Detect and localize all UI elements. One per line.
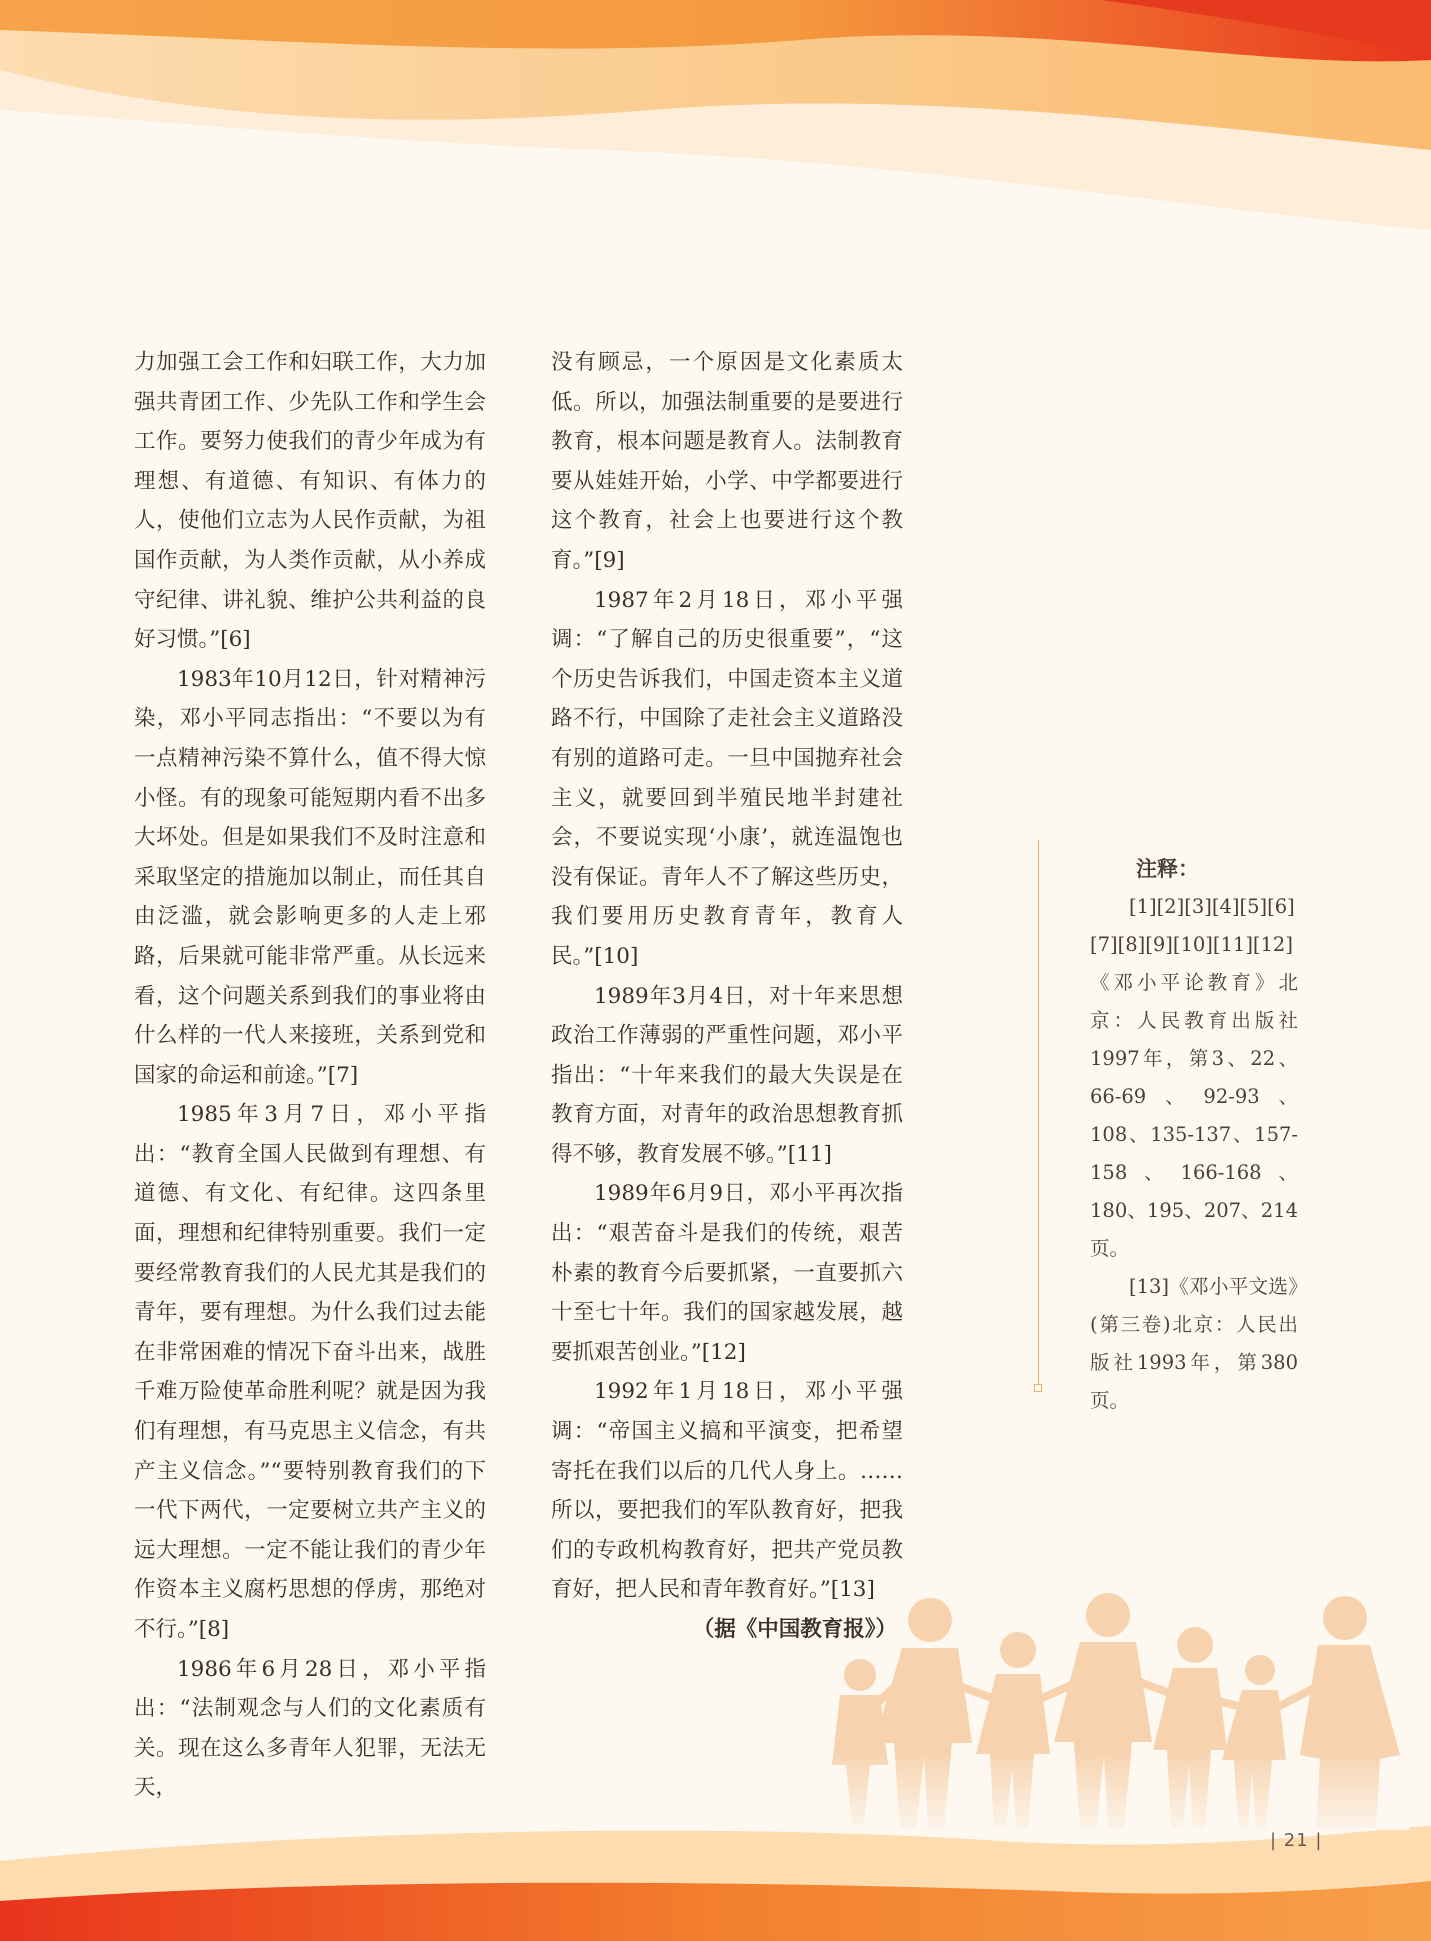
paragraph: 没有顾忌，一个原因是文化素质太低。所以，加强法制重要的是要进行教育，根本问题是教育人。法制教育要从娃娃开始，小学、中学都要进行这个教育，社会上也要进行这个教育。”[9] [551, 350, 903, 573]
paragraph: 1987年2月18日，邓小平强调：“了解自己的历史很重要”，“这个历史告诉我们，中国走资本主义道路不行，中国除了走社会主义道路没有别的道路可走。一旦中国抛弃社会主义，就要回到半殖民地半封建社会，不要说实现‘小康’，就连温饱也没有保证。青年人不了解这些历史，我们要用历史教育青年，教育人民。”[10] [551, 587, 903, 969]
paragraph: 1989年6月9日，邓小平再次指出：“艰苦奋斗是我们的传统，艰苦朴素的教育今后要抓紧，一直要抓六十至七十年。我们的国家越发展，越要抓艰苦创业。”[12] [551, 1181, 903, 1365]
paragraph: 1986年6月28日，邓小平指出：“法制观念与人们的文化素质有关。现在这么多青年人犯罪，无法无天， [134, 1656, 486, 1801]
article-column-right [551, 343, 903, 1650]
notes-divider [1038, 840, 1039, 1388]
top-wave-decoration [0, 0, 1431, 240]
paragraph: 力加强工会工作和妇联工作，大力加强共青团工作、少先队工作和学生会工作。要努力使我们的青少年成为有理想、有道德、有知识、有体力的人，使他们立志为人民作贡献，为祖国作贡献，为人类作贡献，从小养成守纪律、讲礼貌、维护公共利益的良好习惯。”[6] [134, 350, 486, 653]
page-number: | 21 | [1270, 1830, 1323, 1851]
footnotes-panel [1090, 850, 1298, 1420]
paragraph: 1992年1月18日，邓小平强调：“帝国主义搞和平演变，把希望寄托在我们以后的几代人身上。……所以，要把我们的军队教育好，把我们的专政机构教育好，把共产党员教育好，把人民和青年教育好。”[13] [551, 1379, 903, 1603]
paragraph: 1985年3月7日，邓小平指出：“教育全国人民做到有理想、有道德、有文化、有纪律。这四条里面，理想和纪律特别重要。我们一定要经常教育我们的人民尤其是我们的青年，要有理想。为什么我们过去能在非常困难的情况下奋斗出来，战胜千难万险使革命胜利呢？就是因为我们有理想，有马克思主义信念，有共产主义信念。”“要特别教育我们的下一代下两代，一定要树立共产主义的远大理想。一定不能让我们的青少年作资本主义腐朽思想的俘虏，那绝对不行。”[8] [134, 1102, 486, 1642]
paragraph: 1983年10月12日，针对精神污染，邓小平同志指出：“不要以为有一点精神污染不算什么，值不得大惊小怪。有的现象可能短期内看不出多大坏处。但是如果我们不及时注意和采取坚定的措施加以制止，而任其自由泛滥，就会影响更多的人走上邪路，后果就可能非常严重。从长远来看，这个问题关系到我们的事业将由什么样的一代人来接班，关系到党和国家的命运和前途。”[7] [134, 666, 486, 1088]
article-column-left [134, 343, 486, 1808]
notes-title: 注释： [1136, 857, 1199, 881]
footnote: [1][2][3][4][5][6][7][8][9][10][11][12]《邓小平论教育》北京：人民教育出版社1997年，第3、22、66-69、92-93、108、135-137、157-158、166-168、180、195、207、214页。 [1090, 895, 1298, 1260]
source-attribution: （据《中国教育报》） [692, 1617, 897, 1642]
notes-divider-end-marker [1034, 1384, 1042, 1392]
footnote: [13]《邓小平文选》(第三卷)北京：人民出版社1993年，第380页。 [1090, 1275, 1298, 1412]
paragraph: 1989年3月4日，对十年来思想政治工作薄弱的严重性问题，邓小平指出：“十年来我们的最大失误是在教育方面，对青年的政治思想教育抓得不够，教育发展不够。”[11] [551, 983, 903, 1167]
